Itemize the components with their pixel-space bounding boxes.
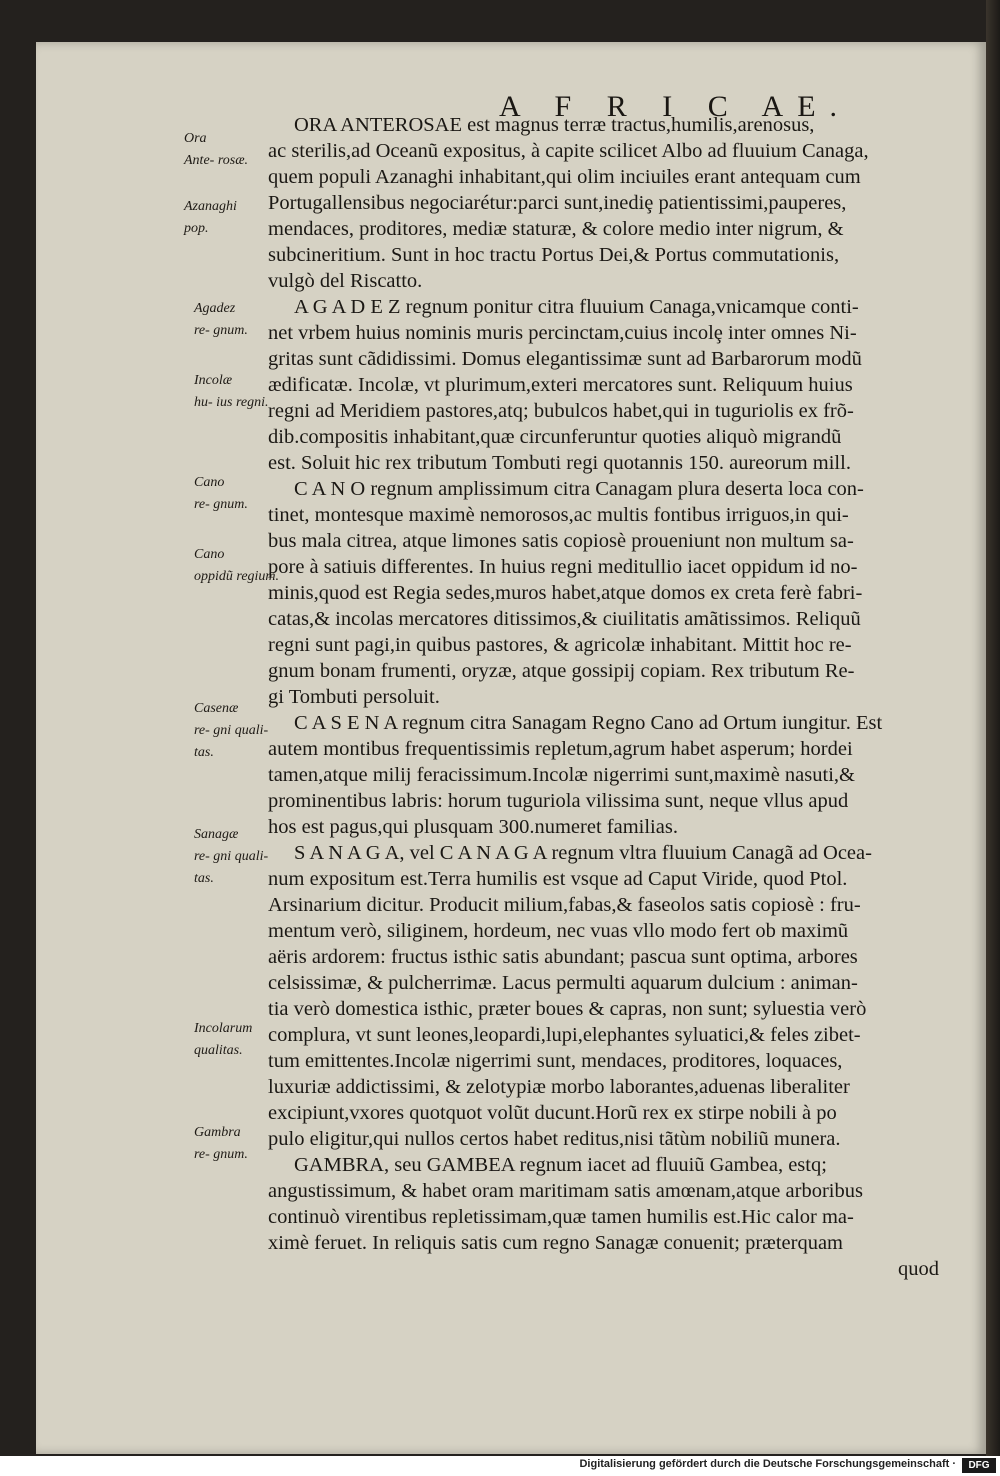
margin-note: Cano oppidũ regium.	[194, 547, 280, 584]
text-line: ximè feruet. In reliquis satis cum regno Sanagæ conuenit; præterquam	[268, 1232, 843, 1254]
text-line: gritas sunt cãdidissimi. Domus elegantissimæ sunt ad Barbarorum modũ	[268, 348, 862, 370]
margin-note: Azanaghi pop.	[184, 199, 237, 236]
text-line: A G A D E Z regnum ponitur citra fluuium Canaga,vnicamque conti-	[294, 296, 859, 318]
text-line: mendaces, proditores, mediæ staturæ, & colore medio inter nigrum, &	[268, 218, 844, 240]
text-line: luxuriæ addictissimi, & zelotypiæ morbo laborantes,aduenas liberaliter	[268, 1076, 850, 1098]
catchword: quod	[898, 1258, 939, 1280]
margin-note: Ora Ante- rosæ.	[184, 131, 249, 168]
text-line: bus mala citrea, atque limones satis copiosè proueniunt non multum sa-	[268, 530, 854, 552]
text-line: quem populi Azanaghi inhabitant,qui olim inciuiles erant antequam cum	[268, 166, 861, 188]
text-line: regni ad Meridiem pastores,atq; bubulcos habet,qui in tuguriolis ex frõ-	[268, 400, 854, 422]
text-line: tum emittentes.Incolæ nigerrimi sunt, mendaces, proditores, loquaces,	[268, 1050, 843, 1072]
margin-note: Gambra re- gnum.	[194, 1125, 248, 1162]
text-line: tamen,atque milij feracissimum.Incolæ nigerrimi sunt,maximè nasuti,&	[268, 764, 855, 786]
text-line: gnum bonam frumenti, oryzæ, atque gossipij copiam. Rex tributum Re-	[268, 660, 855, 682]
text-line: gi Tombuti persoluit.	[268, 686, 440, 708]
text-line: GAMBRA, seu GAMBEA regnum iacet ad fluuiũ Gambea, estq;	[294, 1154, 827, 1176]
funding-credit: Digitalisierung gefördert durch die Deutsche Forschungsgemeinschaft ·	[579, 1458, 956, 1470]
text-line: pulo eligitur,qui nullos certos habet reditus,nisi tãtùm nobiliũ munera.	[268, 1128, 841, 1150]
margin-note: Sanagæ re- gni quali- tas.	[194, 827, 269, 886]
book-edge	[986, 0, 1000, 1456]
text-line: tinet, montesque maximè nemorosos,ac multis fontibus irriguos,in qui-	[268, 504, 849, 526]
text-line: C A S E N A regnum citra Sanagam Regno Cano ad Ortum iungitur. Est	[294, 712, 883, 734]
body-text	[36, 42, 986, 1342]
text-line: Portugallensibus negociarétur:parci sunt,inediȩ patientissimi,pauperes,	[268, 192, 847, 214]
text-line: prominentibus labris: horum tuguriola vilissima sunt, neque vllus apud	[268, 790, 849, 812]
dfg-logo-icon: DFG	[962, 1458, 996, 1473]
text-line: tia verò domestica isthic, præter boues & capras, non sunt; syluestia verò	[268, 998, 867, 1020]
text-line: celsissimæ, & pulcherrimæ. Lacus permulti aquarum dulcium : animan-	[268, 972, 858, 994]
text-line: ædificatæ. Incolæ, vt plurimum,exteri mercatores sunt. Reliquum huius	[268, 374, 853, 396]
book-page	[36, 42, 986, 1454]
text-line: Arsinarium dicitur. Producit milium,fabas,& faseolos satis copiosè : fru-	[268, 894, 861, 916]
text-line: complura, vt sunt leones,leopardi,lupi,elephantes syluatici,& feles zibet-	[268, 1024, 861, 1046]
text-line: ORA ANTEROSAE est magnus terræ tractus,humilis,arenosus,	[294, 114, 815, 136]
text-line: mentum verò, siliginem, hordeum, nec vuas vllo modo fert ob maximũ	[268, 920, 849, 942]
text-line: dib.compositis inhabitant,quæ circunferuntur quoties aliquò migrandũ	[268, 426, 842, 448]
text-line: angustissimum, & habet oram maritimam satis amœnam,atque arboribus	[268, 1180, 863, 1202]
text-line: ac sterilis,ad Oceanũ expositus, à capite scilicet Albo ad fluuium Canaga,	[268, 140, 869, 162]
text-line: vulgò del Riscatto.	[268, 270, 423, 292]
margin-note: Agadez re- gnum.	[194, 301, 248, 338]
running-head-text: A F R I C AE.	[499, 90, 852, 123]
text-line: C A N O regnum amplissimum citra Canagam plura deserta loca con-	[294, 478, 864, 500]
text-line: subcineritium. Sunt in hoc tractu Portus Dei,& Portus commutationis,	[268, 244, 840, 266]
text-line: num expositum est.Terra humilis est vsque ad Caput Viride, quod Ptol.	[268, 868, 848, 890]
text-line: S A N A G A, vel C A N A G A regnum vltra fluuium Canagã ad Ocea-	[294, 842, 872, 864]
text-line: catas,& incolas mercatores ditissimos,& ciuilitatis amãtissimos. Reliquũ	[268, 608, 861, 630]
text-line: aëris ardorem: fructus isthic satis abundant; pascua sunt optima, arbores	[268, 946, 858, 968]
text-line: excipiunt,vxores quotquot volũt ducunt.Horũ rex ex stirpe nobili à po	[268, 1102, 837, 1124]
margin-note: Casenæ re- gni quali- tas.	[194, 701, 269, 760]
text-line: hos est pagus,qui plusquam 300.numeret familias.	[268, 816, 678, 838]
text-line: pore à satiuis differentes. In huius regni meditullio iacet oppidum id no-	[268, 556, 858, 578]
text-line: regni sunt pagi,in quibus pastores, & agricolæ inhabitant. Mittit hoc re-	[268, 634, 852, 656]
text-line: minis,quod est Regia sedes,muros habet,atque domos ex creta ferè fabri-	[268, 582, 863, 604]
margin-note: Incolarum qualitas.	[194, 1021, 253, 1058]
margin-note: Incolæ hu- ius regni.	[194, 373, 269, 410]
text-line: continuò virentibus repletissimam,quæ tamen humilis est.Hic calor ma-	[268, 1206, 854, 1228]
margin-note: Cano re- gnum.	[194, 475, 248, 512]
text-line: net vrbem huius nominis muris percinctam,cuius incolȩ inter omnes Ni-	[268, 322, 857, 344]
digitization-footer	[0, 1456, 1000, 1476]
text-line: est. Soluit hic rex tributum Tombuti regi quotannis 150. aureorum mill.	[268, 452, 851, 474]
text-line: autem montibus frequentissimis repletum,agrum habet asperum; hordei	[268, 738, 853, 760]
